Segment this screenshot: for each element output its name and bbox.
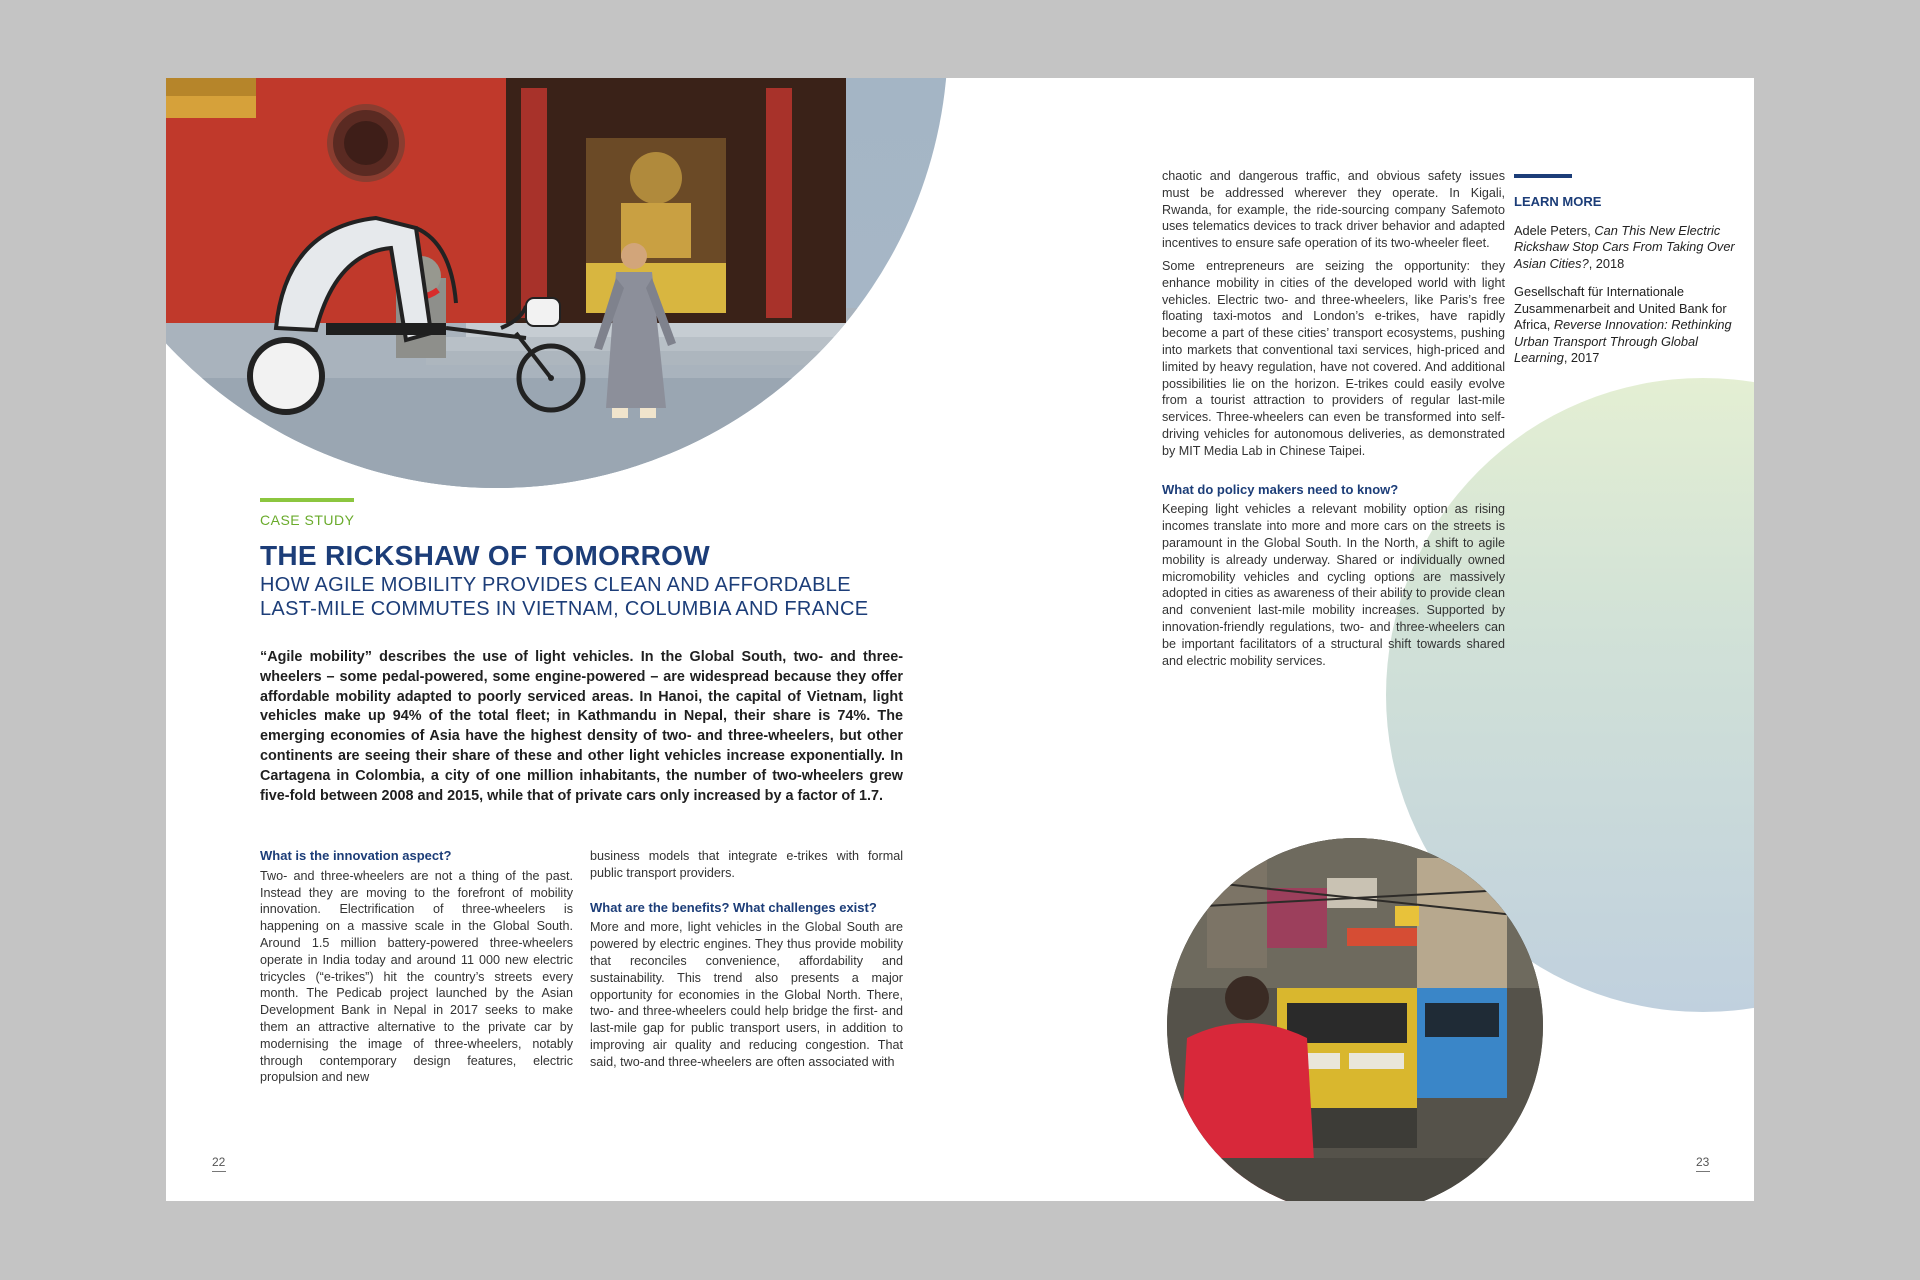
- policy-heading: What do policy makers need to know?: [1162, 481, 1399, 497]
- left-column-1: [260, 848, 573, 1094]
- magazine-spread: [166, 78, 1754, 1201]
- street-traffic-photo: [1167, 838, 1543, 1201]
- safety-paragraph: chaotic and dangerous traffic, and obvious safety issues must be addressed wherever they operate. In Kigali, Rwanda, for example, the ride-sourcing company Safemoto uses telematics devices to track driver behavior and adapted incentives to ensure safe operation of its two-wheeler fleet.: [1162, 169, 1505, 251]
- left-page: [166, 78, 960, 1201]
- article-subtitle: [260, 573, 900, 621]
- hero-photo-rickshaw-temple: [166, 78, 948, 488]
- learn-more-accent-bar: [1514, 174, 1572, 178]
- right-column-text: [1162, 168, 1505, 675]
- case-study-label: CASE STUDY: [260, 512, 355, 528]
- page-number-right: 23: [1696, 1155, 1710, 1169]
- innovation-text-continued: business models that integrate e-trikes with formal public transport providers.: [590, 849, 903, 880]
- page-number-rule-right: [1696, 1171, 1710, 1172]
- case-study-accent-bar: [260, 498, 354, 502]
- page-number-left: 22: [212, 1155, 226, 1169]
- learn-more-box: [1514, 194, 1754, 379]
- subtitle-line-1: HOW AGILE MOBILITY PROVIDES CLEAN AND AFFORDABLE: [260, 574, 851, 596]
- article-title: THE RICKSHAW OF TOMORROW: [260, 540, 710, 571]
- page-number-rule-left: [212, 1171, 226, 1172]
- lead-paragraph: “Agile mobility” describes the use of light vehicles. In the Global South, two- and three-wheelers – some pedal-powered, some engine-powered – are widespread because they offer affordable mobility adapted to poorly serviced areas. In Hanoi, the capital of Vietnam, light vehicles make up 94% of the total fleet; in Kathmandu in Nepal, their share is 74%. The emerging economies of Asia have the highest density of two- and three-wheelers, but other continents are seeing their share of these and other light vehicles increase exponentially. In Cartagena in Colombia, a city of one million inhabitants, the number of two-wheelers grew five-fold between 2008 and 2015, while that of private cars only increased by a factor of 1.7.: [260, 649, 903, 804]
- reference-1: [1514, 223, 1754, 273]
- reference-1-author: Adele Peters,: [1514, 222, 1595, 238]
- innovation-heading: What is the innovation aspect?: [260, 848, 452, 863]
- entrepreneurs-paragraph: Some entrepreneurs are seizing the opportunity: they enhance mobility in cities of the developed world with light vehicles. Electric two- and three-wheelers, like Paris’s free floating taxi-motos and London’s e-trikes, have rapidly become a part of these cities’ transport ecosystems, pushing into markets that conventional taxi services, high-priced and limited by heavy regulation, have not covered. And additional possibilities lie on the horizon. E-trikes could easily evolve from a tourist attraction to providers of regular last-mile services. Three-wheelers can even be transformed into self-driving vehicles for autonomous deliveries, as demonstrated by MIT Media Lab in Chinese Taipei.: [1162, 258, 1505, 458]
- street-traffic-illustration: [1167, 838, 1543, 1201]
- reference-1-title[interactable]: Can This New Electric Rickshaw Stop Cars From Taking Over Asian Cities?: [1514, 222, 1735, 271]
- reference-2-title[interactable]: Reverse Innovation: Rethinking Urban Transport Through Global Learning: [1514, 317, 1732, 365]
- left-column-2: [590, 848, 903, 1079]
- innovation-text: Two- and three-wheelers are not a thing of the past. Instead they are moving to the forefront of mobility innovation. Electrification of three-wheelers is happening on a massive scale in the Global South. Around 1.5 million battery-powered three-wheelers operate in India today and around 11 000 new electric tricycles (“e-trikes”) hit the country’s streets every month. The Pedicab project launched by the Asian Development Bank in Nepal in 2017 seeks to make them an attractive alternative to the private car by modernising the image of three-wheelers, notably through contemporary design features, electric propulsion and new: [260, 868, 573, 1085]
- reference-2-author: Gesellschaft für Internationale Zusammenarbeit and United Bank for Africa,: [1514, 284, 1727, 332]
- policy-text: Keeping light vehicles a relevant mobility option as rising incomes translate into more and more cars on the streets is paramount in the Global South. In the North, a shift to agile mobility is already underway. Shared or individually owned micromobility vehicles and cycling options are massively adopted in cities as awareness of their ability to provide clean and convenient last-mile mobility increases. Supported by innovation-friendly regulations, two- and three-wheelers can be important facilitators of a structural shift towards shared and electric mobility services.: [1162, 502, 1505, 668]
- reference-2-year: , 2017: [1563, 350, 1600, 365]
- learn-more-heading: LEARN MORE: [1514, 194, 1602, 209]
- reference-1-year: , 2018: [1588, 255, 1625, 271]
- benefits-text: More and more, light vehicles in the Global South are powered by electric engines. They thus provide mobility that reconciles convenience, affordability and sustainability. This trend also presents a major opportunity for economies in the Global North. There, two- and three-wheelers could help bridge the first- and last-mile gap for public transport users, in addition to improving air quality and reducing congestion. That said, two-and three-wheelers are often associated with: [590, 920, 903, 1069]
- subtitle-line-2: LAST-MILE COMMUTES IN VIETNAM, COLUMBIA AND FRANCE: [260, 598, 869, 620]
- temple-rickshaw-illustration: [166, 78, 866, 488]
- benefits-heading: What are the benefits? What challenges exist?: [590, 899, 877, 915]
- reference-2: [1514, 284, 1754, 367]
